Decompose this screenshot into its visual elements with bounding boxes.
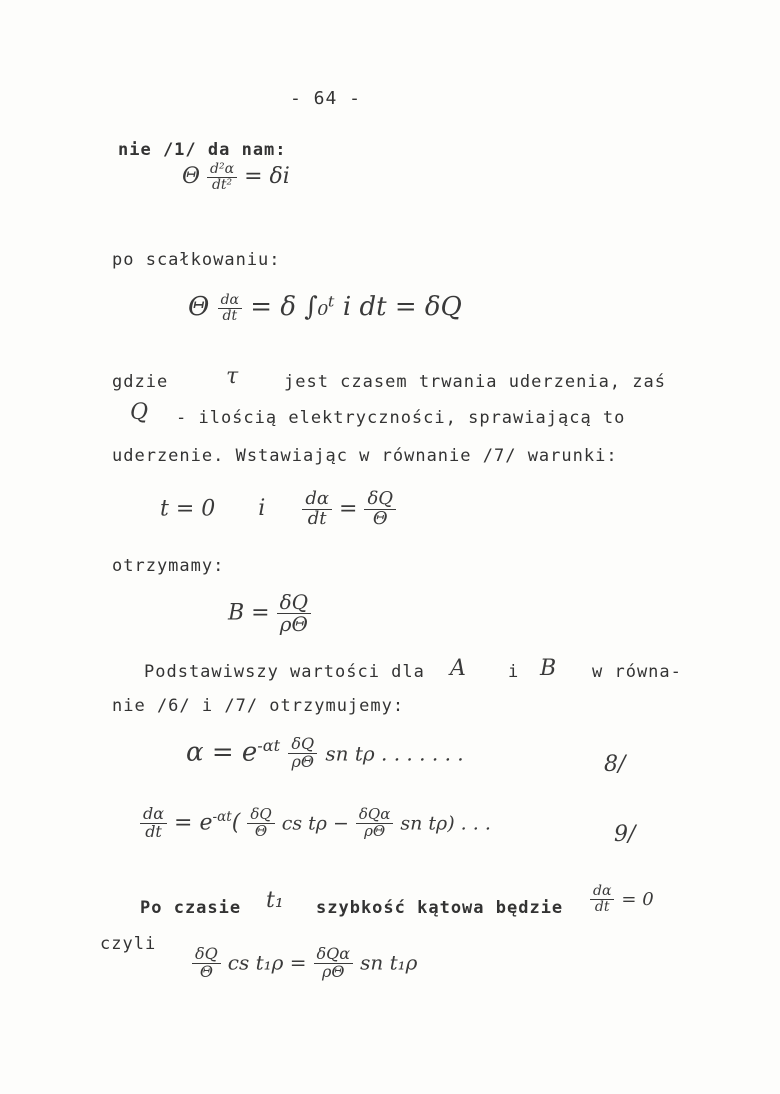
text-line-7c: w równa- — [592, 662, 682, 682]
eq6-denominator-1: dt — [145, 821, 162, 841]
eq7-numerator: dα — [590, 884, 614, 900]
equation-1 — [182, 162, 290, 192]
eq8-denominator-2: ρΘ — [322, 961, 345, 981]
eq3-equals: = — [339, 496, 358, 522]
equation-5 — [186, 736, 464, 771]
eq5-denominator: ρΘ — [291, 752, 314, 772]
eq3-numerator-2: δQ — [364, 490, 396, 510]
eq3-fraction-1 — [302, 490, 332, 529]
eq2-denominator: dt — [222, 307, 238, 324]
eq6-tag: 9/ — [614, 822, 636, 847]
eq8-numerator-2: δQα — [314, 946, 354, 964]
eq8-rhs: sn t₁ρ — [360, 950, 418, 975]
equation-2 — [188, 292, 462, 323]
eq7-denominator: dt — [594, 898, 610, 915]
eq7-rhs: = 0 — [621, 889, 654, 911]
eq6-denominator-3: ρΘ — [364, 821, 386, 840]
eq6-open: ( — [231, 810, 241, 836]
eq5-numerator: δQ — [288, 736, 317, 754]
text-line-9a: Po czasie — [140, 898, 242, 918]
text-line-7b: i — [508, 662, 520, 682]
equation-3 — [160, 490, 396, 529]
eq8-denominator-1: Θ — [199, 961, 213, 981]
eq6-cs: cs tρ − — [281, 812, 349, 835]
eq1-rhs: = δi — [244, 164, 290, 190]
text-line-10: czyli — [100, 934, 157, 954]
eq8-fraction-1 — [192, 946, 221, 981]
eq5-tag: 8/ — [604, 752, 626, 777]
eq6-fraction-2 — [247, 807, 274, 840]
text-line-3a: gdzie — [112, 372, 169, 392]
text-line-1: nie /1/ da nam: — [118, 140, 287, 160]
text-line-2: po scałkowaniu: — [112, 250, 281, 270]
eq6-numerator-2: δQ — [247, 807, 274, 824]
eq3-and: i — [258, 496, 266, 522]
B-symbol: B — [540, 656, 557, 681]
eq1-numerator: d²α — [207, 162, 237, 178]
eq1-lhs: Θ — [182, 164, 201, 190]
text-line-6: otrzymamy: — [112, 556, 225, 576]
eq5-fraction — [288, 736, 317, 771]
text-line-9b: szybkość kątowa będzie — [316, 898, 564, 918]
text-line-8: nie /6/ i /7/ otrzymujemy: — [112, 696, 405, 716]
eq6-sn: sn tρ) . . . — [400, 812, 491, 835]
eq6-numerator-3: δQα — [356, 807, 393, 824]
equation-7 — [590, 884, 654, 914]
t1-symbol: t₁ — [266, 888, 284, 913]
eq6-numerator-1: dα — [140, 806, 167, 824]
eq4-denominator: ρΘ — [279, 612, 308, 636]
eq1-denominator: dt² — [211, 176, 233, 193]
text-line-7a: Podstawiwszy wartości dla — [144, 662, 425, 682]
eq8-numerator-1: δQ — [192, 946, 221, 964]
tau-symbol: τ — [226, 364, 239, 389]
eq7-fraction — [590, 884, 614, 914]
eq2-numerator: dα — [218, 293, 242, 309]
Q-symbol: Q — [130, 400, 149, 425]
eq8-fraction-2 — [314, 946, 354, 981]
eq6-denominator-2: Θ — [254, 821, 268, 840]
eq3-denominator-2: Θ — [372, 507, 388, 529]
page-number: - 64 - — [290, 88, 362, 109]
eq6-exponent: -αt — [212, 808, 232, 825]
eq5-lhs: α = e — [186, 737, 258, 768]
eq2-lhs: Θ — [188, 292, 210, 322]
eq3-fraction-2 — [364, 490, 396, 529]
eq1-fraction — [207, 162, 237, 192]
text-line-4: - ilością elektryczności, sprawiającą to — [176, 408, 626, 428]
eq3-t-zero: t = 0 — [160, 496, 216, 522]
A-symbol: A — [450, 656, 466, 681]
eq8-mid: cs t₁ρ = — [227, 950, 307, 975]
text-line-5: uderzenie. Wstawiając w równanie /7/ warunki: — [112, 446, 618, 466]
eq6-mid: = e — [174, 810, 213, 836]
eq4-fraction — [277, 592, 311, 635]
eq3-denominator-1: dt — [307, 507, 327, 529]
eq4-numerator: δQ — [277, 592, 311, 614]
text-line-3b: jest czasem trwania uderzenia, zaś — [284, 372, 666, 392]
equation-8 — [192, 946, 417, 981]
eq6-fraction-3 — [356, 807, 393, 840]
eq2-fraction — [218, 293, 242, 323]
eq4-lhs: B = — [228, 600, 270, 626]
eq2-rhs: = δ ∫₀ᵗ i dt = δQ — [250, 292, 462, 322]
eq6-fraction-1 — [140, 806, 167, 841]
eq3-numerator-1: dα — [302, 490, 332, 510]
equation-4 — [228, 592, 311, 635]
equation-6 — [140, 806, 491, 841]
eq5-rhs: sn tρ . . . . . . . — [325, 741, 464, 766]
eq5-exponent: -αt — [257, 736, 281, 755]
